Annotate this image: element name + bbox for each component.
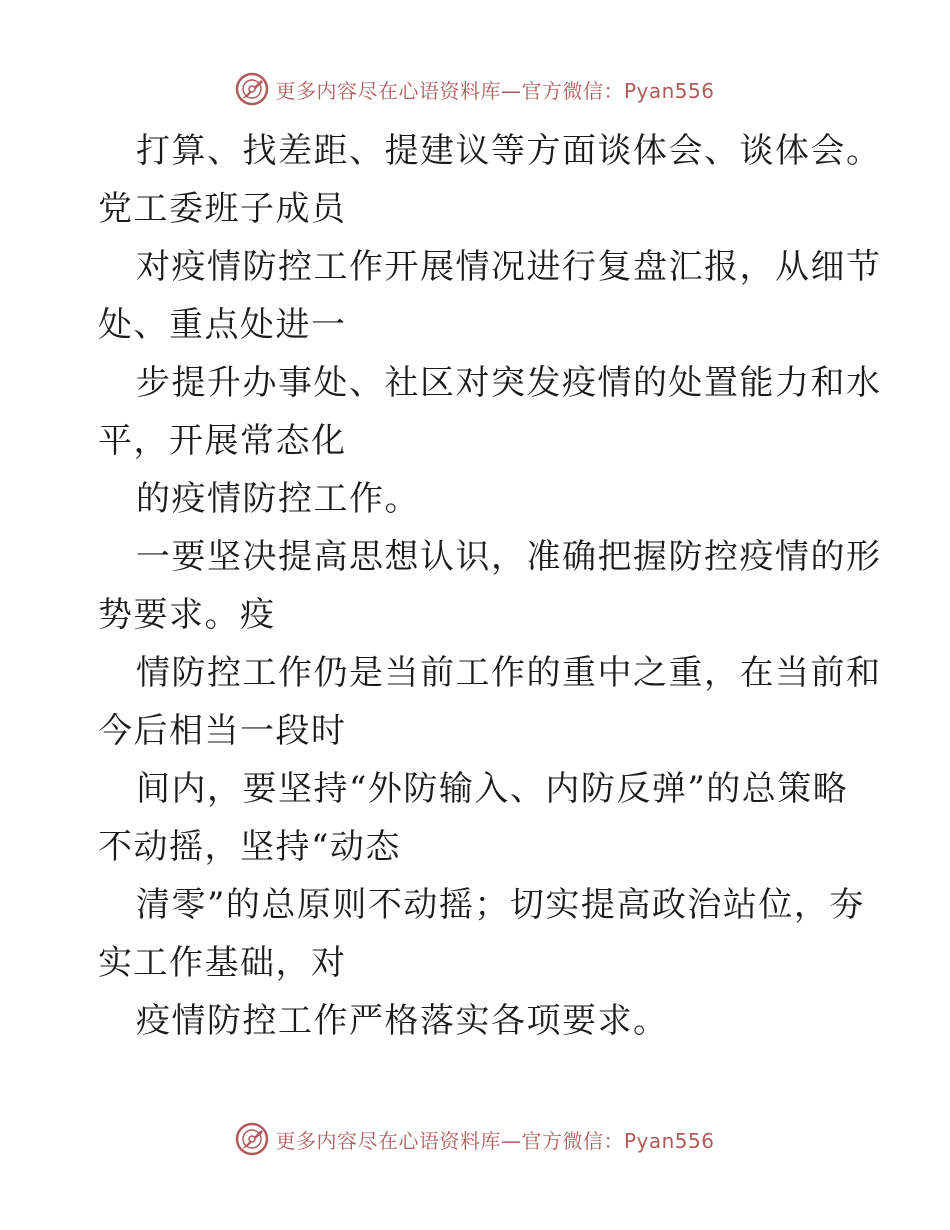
text-line: 处、重点处进一: [98, 305, 347, 345]
document-body: [98, 122, 882, 1050]
text-line: 的疫情防控工作。: [136, 479, 420, 519]
footer-text: 更多内容尽在心语资料库—官方微信：Pyan556: [275, 1128, 715, 1153]
text-line: 情防控工作仍是当前工作的重中之重，在当前和: [136, 653, 882, 693]
text-line: 间内，要坚持“外防输入、内防反弹”的总策略: [136, 769, 849, 809]
text-line: 打算、找差距、提建议等方面谈体会、谈体会。: [136, 131, 882, 171]
footer-banner: [0, 1122, 950, 1156]
feather-pen-circle-icon: [235, 1122, 269, 1156]
text-line: 今后相当一段时: [98, 711, 347, 751]
text-line: 实工作基础，对: [98, 943, 347, 983]
text-line: 平，开展常态化: [98, 421, 347, 461]
text-line: 党工委班子成员: [98, 189, 347, 229]
text-line: 一要坚决提高思想认识，准确把握防控疫情的形: [136, 537, 882, 577]
text-line: 势要求。疫: [98, 595, 276, 635]
text-line: 清零”的总原则不动摇；切实提高政治站位，夯: [136, 885, 865, 925]
header-banner: [0, 72, 950, 106]
text-line: 不动摇，坚持“动态: [98, 827, 401, 867]
text-line: 步提升办事处、社区对突发疫情的处置能力和水: [136, 363, 882, 403]
header-text: 更多内容尽在心语资料库—官方微信：Pyan556: [275, 78, 715, 103]
text-line: 对疫情防控工作开展情况进行复盘汇报，从细节: [136, 247, 882, 287]
text-line: 疫情防控工作严格落实各项要求。: [136, 1001, 669, 1041]
feather-pen-circle-icon: [235, 72, 269, 106]
